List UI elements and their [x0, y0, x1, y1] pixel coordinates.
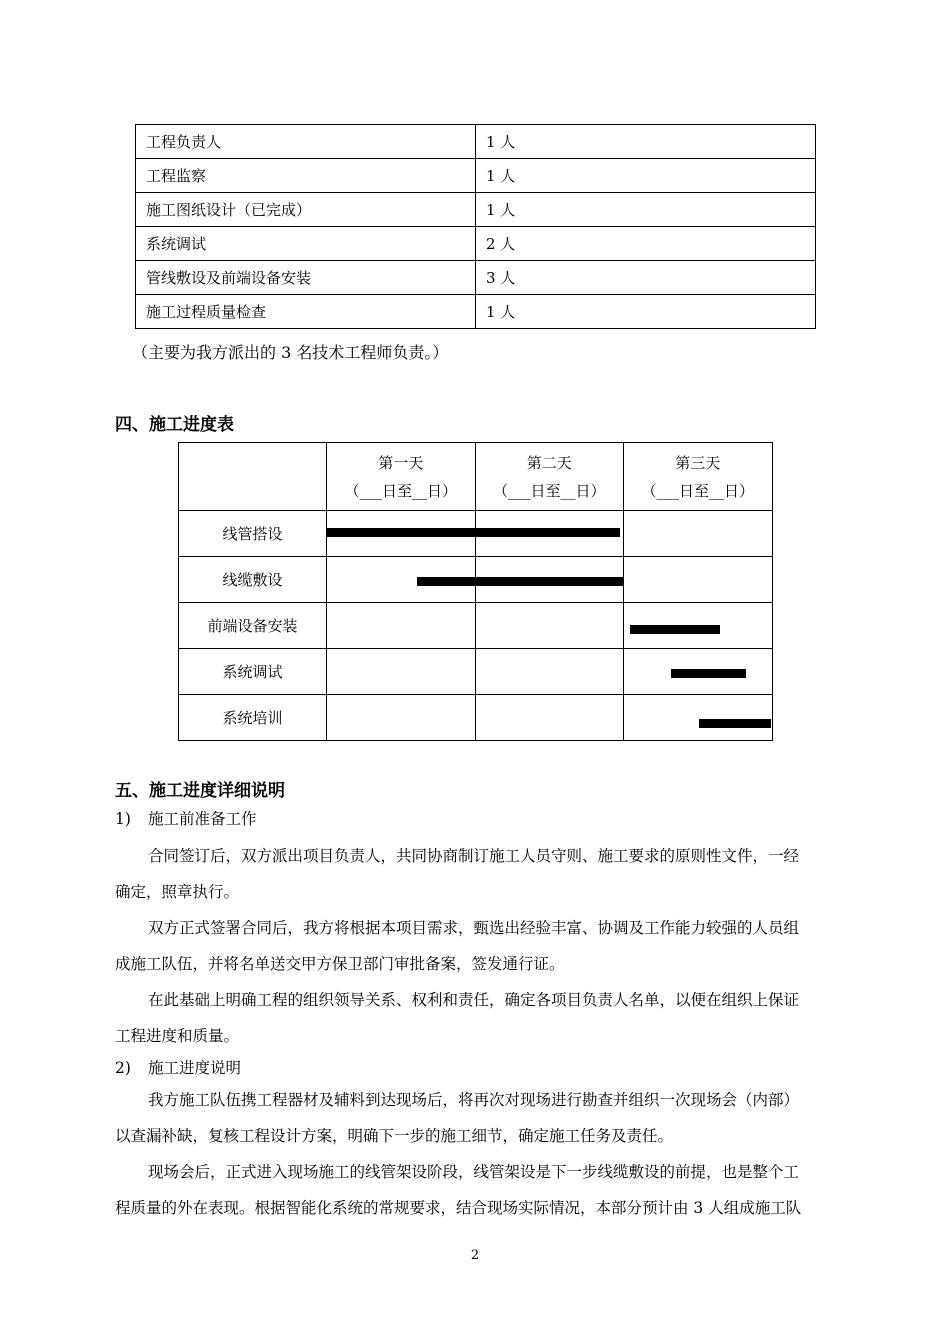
paragraph-line: 以查漏补缺，复核工程设计方案，明确下一步的施工细节，确定施工任务及责任。: [115, 1127, 674, 1145]
gantt-corner-cell: [179, 443, 327, 511]
item-title: 施工进度说明: [148, 1059, 242, 1077]
staff-table: [135, 124, 816, 329]
section4-title: 四、施工进度表: [115, 415, 234, 435]
table-row: [136, 193, 816, 227]
count-cell: 1 人: [476, 125, 816, 159]
role-cell: 施工图纸设计（已完成）: [136, 193, 476, 227]
paragraph-line: 程质量的外在表现。根据智能化系统的常规要求，结合现场实际情况，本部分预计由 3 人组成施工队: [115, 1199, 802, 1217]
count-cell: 1 人: [476, 193, 816, 227]
paragraph-line: 在此基础上明确工程的组织领导关系、权利和责任，确定各项目负责人名单，以便在组织上保证: [148, 991, 800, 1009]
count-cell: 1 人: [476, 295, 816, 329]
task-label: 前端设备安装: [179, 603, 327, 649]
task-label: 系统培训: [179, 695, 327, 741]
paragraph-line: 成施工队伍，并将名单送交甲方保卫部门审批备案，签发通行证。: [115, 955, 565, 973]
section5-title: 五、施工进度详细说明: [115, 781, 285, 801]
paragraph-line: 我方施工队伍携工程器材及辅料到达现场后，将再次对现场进行勘查并组织一次现场会（内部）: [148, 1091, 800, 1109]
paragraph-line: 合同签订后，双方派出项目负责人，共同协商制订施工人员守则、施工要求的原则性文件，一经: [148, 847, 800, 865]
role-cell: 管线敷设及前端设备安装: [136, 261, 476, 295]
gantt-day-header: [475, 443, 624, 511]
paragraph-line: 确定，照章执行。: [115, 883, 240, 901]
gantt-bar: [326, 528, 620, 537]
item-number: 1): [115, 810, 131, 828]
role-cell: 施工过程质量检查: [136, 295, 476, 329]
paragraph-line: 双方正式签署合同后，我方将根据本项目需求，甄选出经验丰富、协调及工作能力较强的人员组: [148, 919, 800, 937]
table-row: [136, 261, 816, 295]
day-name: 第一天: [378, 453, 424, 472]
count-cell: 2 人: [476, 227, 816, 261]
day-range: （___日至__日）: [641, 481, 754, 500]
day-range: （___日至__日）: [344, 481, 457, 500]
table-row: [136, 295, 816, 329]
item-number: 2): [115, 1059, 131, 1077]
gantt-day-header: [624, 443, 773, 511]
page-number: 2: [470, 1248, 480, 1263]
gantt-day-header: [327, 443, 476, 511]
day-name: 第三天: [675, 453, 721, 472]
day-range: （___日至__日）: [492, 481, 606, 500]
gantt-task-row: [179, 695, 773, 741]
table-row: [136, 159, 816, 193]
role-cell: 系统调试: [136, 227, 476, 261]
staff-note: （主要为我方派出的 3 名技术工程师负责。）: [132, 343, 449, 362]
gantt-bar: [417, 577, 623, 586]
paragraph-line: 现场会后，正式进入现场施工的线管架设阶段，线管架设是下一步线缆敷设的前提，也是整个工: [148, 1163, 800, 1181]
gantt-bar: [630, 625, 719, 634]
day-name: 第二天: [526, 453, 572, 472]
role-cell: 工程监察: [136, 159, 476, 193]
gantt-bar: [699, 719, 772, 728]
gantt-table: [178, 442, 773, 741]
task-label: 线缆敷设: [179, 557, 327, 603]
table-row: [136, 227, 816, 261]
item-title: 施工前准备工作: [148, 810, 257, 828]
count-cell: 3 人: [476, 261, 816, 295]
role-cell: 工程负责人: [136, 125, 476, 159]
gantt-header-row: [179, 443, 773, 511]
count-cell: 1 人: [476, 159, 816, 193]
gantt-bar: [671, 669, 747, 678]
table-row: [136, 125, 816, 159]
paragraph-line: 工程进度和质量。: [115, 1027, 240, 1045]
task-label: 线管搭设: [179, 511, 327, 557]
task-label: 系统调试: [179, 649, 327, 695]
